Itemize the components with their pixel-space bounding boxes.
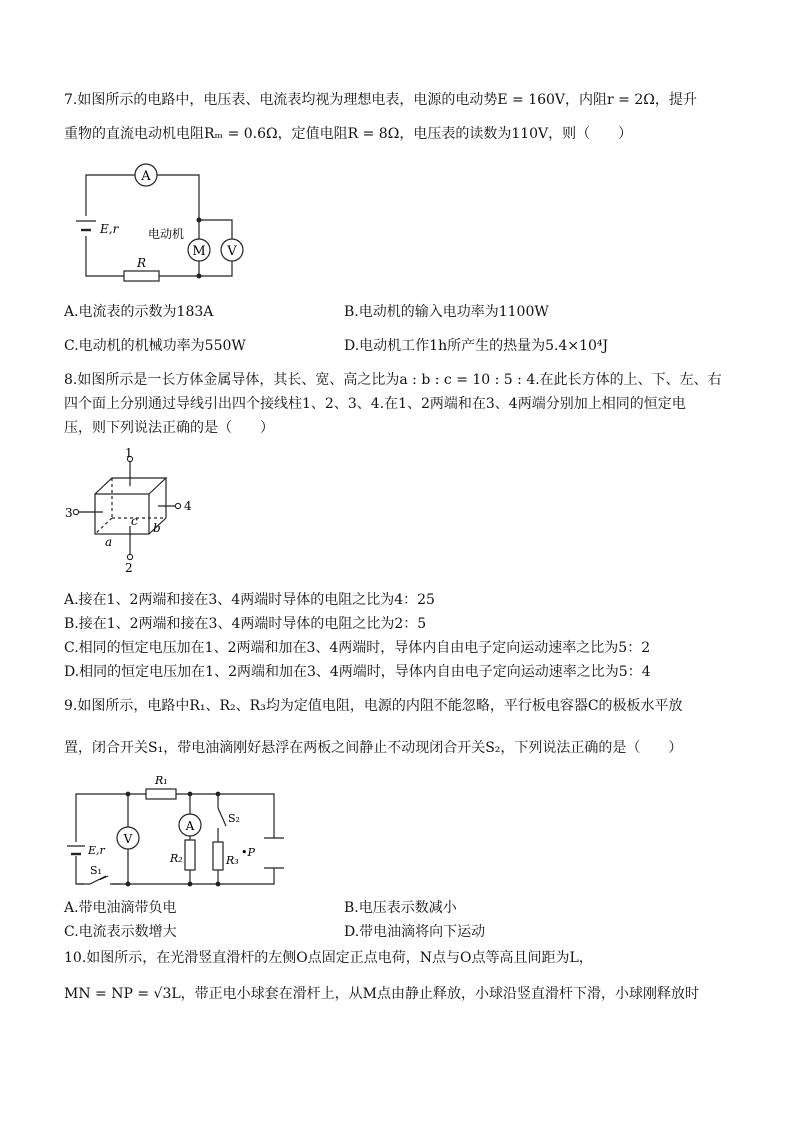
q7-line-1: 7.如图所示的电路中，电压表、电流表均视为理想电表，电源的电动势E = 160V，内阻r = 2Ω，提升 bbox=[64, 92, 697, 108]
edge-a-label: a bbox=[105, 535, 113, 549]
q9-line-1: 9.如图所示，电路中R₁、R₂、R₃均为定值电阻，电源的内阻不能忽略，平行板电容器C的极板水平放 bbox=[64, 698, 683, 714]
q7-option-d: D.电动机工作1h所产生的热量为5.4×10⁴J bbox=[344, 338, 609, 354]
edge-b-label: b bbox=[153, 521, 161, 535]
q10-line-2: MN = NP = √3L，带正电小球套在滑杆上，从M点由静止释放，小球沿竖直滑杆下滑，小球刚释放时 bbox=[64, 986, 699, 1002]
q9-option-a: A.带电油滴带负电 bbox=[64, 900, 177, 916]
q8-line-1: 8.如图所示是一长方体金属导体，其长、宽、高之比为a : b : c = 10 : 5 : 4.在此长方体的上、下、左、右 bbox=[64, 372, 722, 388]
q8-line-2: 四个面上分别通过导线引出四个接线柱1、2、3、4.在1、2两端和在3、4两端分别加上相同的恒定电 bbox=[64, 396, 686, 412]
r3-label: R₃ bbox=[226, 854, 239, 867]
ammeter-label: A bbox=[185, 819, 195, 833]
q8-option-d: D.相同的恒定电压加在1、2两端和加在3、4两端时，导体内自由电子定向运动速率之比为5：4 bbox=[64, 664, 651, 680]
oil-drop-label: •P bbox=[241, 846, 255, 859]
ammeter-label: A bbox=[141, 169, 151, 184]
q8-cuboid-figure bbox=[64, 448, 204, 576]
r1-label: R₁ bbox=[155, 774, 168, 787]
terminal-2-label: 2 bbox=[125, 561, 133, 575]
q8-option-a: A.接在1、2两端和接在3、4两端时导体的电阻之比为4：25 bbox=[64, 592, 435, 608]
q9-option-c: C.电流表示数增大 bbox=[64, 924, 177, 940]
terminal-1-label: 1 bbox=[125, 446, 133, 460]
source-label: E,r bbox=[88, 844, 105, 857]
r2-label: R₂ bbox=[170, 852, 183, 865]
q9-option-b: B.电压表示数减小 bbox=[344, 900, 457, 916]
q7-option-b: B.电动机的输入电功率为1100W bbox=[344, 304, 549, 320]
q8-option-c: C.相同的恒定电压加在1、2两端和加在3、4两端时，导体内自由电子定向运动速率之比为5：2 bbox=[64, 640, 651, 656]
voltmeter-label: V bbox=[123, 832, 133, 846]
terminal-4-label: 4 bbox=[184, 499, 192, 513]
q9-line-2: 置，闭合开关S₁，带电油滴刚好悬浮在两板之间静止不动现闭合开关S₂，下列说法正确的是（ ） bbox=[64, 740, 683, 756]
s2-label: S₂ bbox=[228, 812, 240, 825]
q10-line-1: 10.如图所示，在光滑竖直滑杆的左侧O点固定正点电荷，N点与O点等高且间距为L， bbox=[64, 950, 593, 966]
q7-circuit-figure bbox=[64, 158, 254, 292]
voltmeter-label: V bbox=[227, 244, 237, 259]
q8-line-3: 压，则下列说法正确的是（ ） bbox=[64, 420, 274, 436]
edge-c-label: c bbox=[131, 514, 138, 528]
terminal-3-label: 3 bbox=[65, 506, 73, 520]
q7-option-c: C.电动机的机械功率为550W bbox=[64, 338, 246, 354]
s1-label: S₁ bbox=[90, 864, 102, 877]
resistor-label: R bbox=[137, 256, 147, 270]
q8-option-b: B.接在1、2两端和接在3、4两端时导体的电阻之比为2：5 bbox=[64, 616, 427, 632]
motor-label: 电动机 bbox=[148, 227, 185, 241]
q7-option-a: A.电流表的示数为183A bbox=[64, 304, 214, 320]
source-label: E,r bbox=[100, 222, 119, 236]
q7-line-2: 重物的直流电动机电阻Rₘ = 0.6Ω，定值电阻R = 8Ω，电压表的读数为110V，则（ ） bbox=[64, 126, 633, 142]
q9-circuit-figure bbox=[64, 770, 282, 892]
motor-symbol: M bbox=[192, 244, 206, 259]
q9-option-d: D.带电油滴将向下运动 bbox=[344, 924, 486, 940]
